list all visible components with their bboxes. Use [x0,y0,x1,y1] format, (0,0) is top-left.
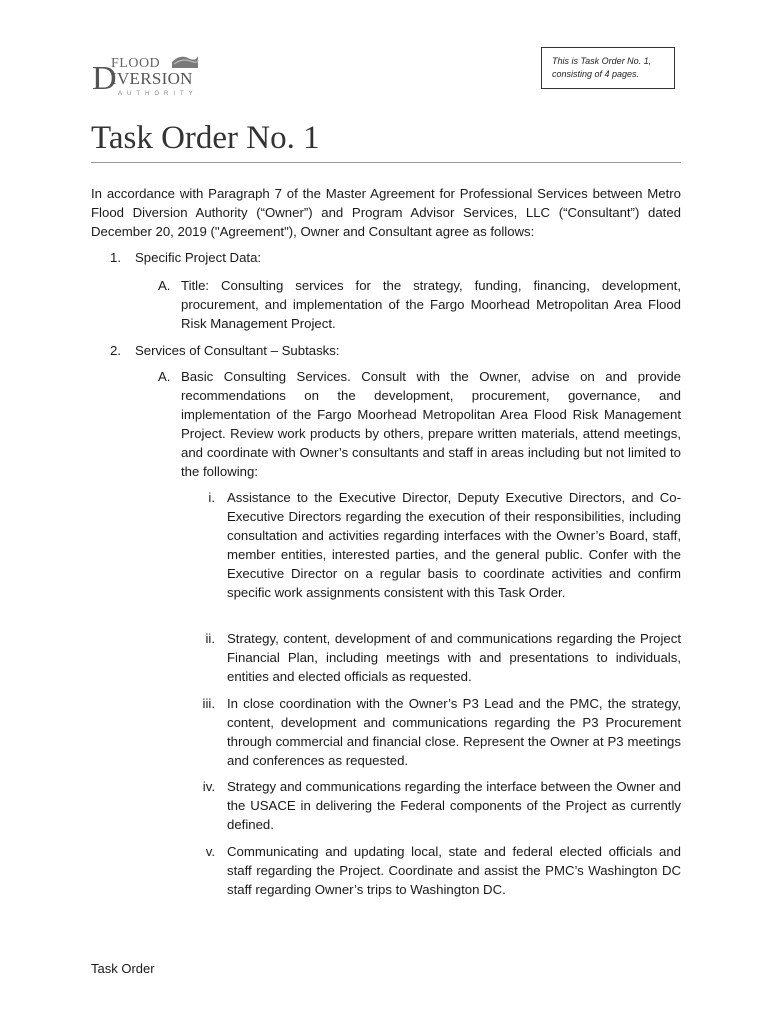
subitem-text: In close coordination with the Owner’s P3 Lead and the PMC, the strategy, content, development and communications regarding the P3 Procurement through commercial and financial close. Represent the Owner at P3 meetings and conferences as requested. [227,696,681,768]
item-letter: A. [158,369,171,384]
section-label: Services of Consultant – Subtasks: [135,343,340,358]
section-number: 1. [110,250,121,265]
title-divider [91,162,681,163]
subitem-numeral: i. [208,490,215,505]
logo-authority-text: AUTHORITY [118,91,198,97]
subitem-numeral: v. [205,844,215,859]
flood-diversion-authority-logo [92,52,212,98]
intro-paragraph: In accordance with Paragraph 7 of the Master Agreement for Professional Services between Metro Flood Diversion Authority (“Owner”) and Program Advisor Services, LLC (“Consultant”) dated December 20, 2019 ("Agreement"), Owner and Consultant agree as follows: [91,186,681,239]
subitem-text: Strategy and communications regarding the interface between the Owner and the USACE in delivering the Federal components of the Project as currently defined. [227,779,681,832]
subitem-text: Assistance to the Executive Director, Deputy Executive Directors, and Co-Executive Directors regarding the execution of their responsibilities, including consultation and activities regarding interfaces with the Owner’s Board, staff, member entities, interested parties, and the general public. Confer with the Executive Director on a regular basis to coordinate activities and confirm specific work assignments consistent with this Task Order. [227,490,681,600]
subitem-text: Strategy, content, development of and communications regarding the Project Financial Plan, including meetings with and presentations to individuals, entities and elected officials as requested. [227,631,681,684]
subitem-numeral: ii. [205,631,215,646]
subitem-numeral: iv. [202,779,215,794]
subitem-text: Communicating and updating local, state and federal elected officials and staff regarding the Project. Coordinate and assist the PMC’s Washington DC staff regarding Owner’s trips to Washington DC. [227,844,681,897]
logo-d-letter: D [92,60,117,97]
page-count-notice [541,47,675,89]
notice-line-1: This is Task Order No. 1, [552,56,652,66]
section-label: Specific Project Data: [135,250,262,265]
subitem-numeral: iii. [202,696,215,711]
section-number: 2. [110,343,121,358]
item-text: Basic Consulting Services. Consult with the Owner, advise on and provide recommendations on the development, procurement, governance, and implementation of the Fargo Moorhead Metropolitan Area Flood Risk Management Project. Review work products by others, prepare written materials, attend meetings, and coordinate with Owner’s consultants and staff in areas including but not limited to the following: [181,369,681,479]
page-footer: Task Order [91,961,155,976]
notice-line-2: consisting of 4 pages. [552,69,640,79]
page-title: Task Order No. 1 [91,120,320,156]
logo-flood-text: FLOOD [111,56,161,71]
logo-iversion-text: IVERSION [111,69,193,88]
item-text: Title: Consulting services for the strategy, funding, financing, development, procurement, and implementation of the Fargo Moorhead Metropolitan Area Flood Risk Management Project. [181,278,681,331]
item-letter: A. [158,278,171,293]
